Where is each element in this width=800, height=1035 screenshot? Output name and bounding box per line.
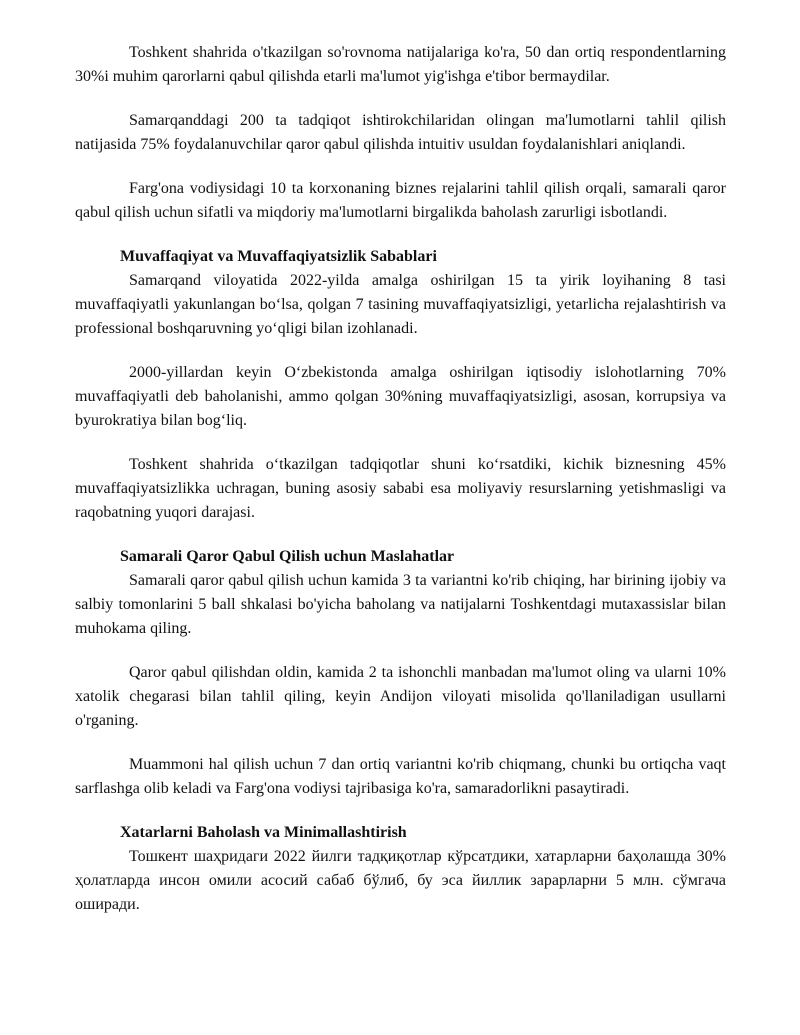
intro-paragraph-2: Samarqanddagi 200 ta tadqiqot ishtirokchilaridan olingan ma'lumotlarni tahlil qilish natijasida 75% foydalanuvchilar qaror qabul qilishda intuitiv usuldan foydalanishlari aniqlandi. [75, 112, 726, 153]
intro-paragraph-1: Toshkent shahrida o'tkazilgan so'rovnoma natijalariga ko'ra, 50 dan ortiq respondentlarning 30%i muhim qarorlarni qabul qilishda etarli ma'lumot yig'ishga e'tibor bermaydilar. [75, 44, 726, 85]
document-page [75, 41, 726, 937]
section2-paragraph-1: Samarali qaror qabul qilish uchun kamida 3 ta variantni ko'rib chiqing, har birining ijobiy va salbiy tomonlarini 5 ball shkalasi bo'yicha baholang va natijalarni Toshkentdagi mutaxassislar bilan muhokama qiling. [75, 572, 726, 637]
section1-paragraph-1: Samarqand viloyatida 2022-yilda amalga oshirilgan 15 ta yirik loyihaning 8 tasi muvaffaqiyatli yakunlangan bo‘lsa, qolgan 7 tasining muvaffaqiyatsizligi, yetarlicha rejalashtirish va professional boshqaruvning yo‘qligi bilan izohlanadi. [75, 272, 726, 337]
section1-paragraph-3: Toshkent shahrida o‘tkazilgan tadqiqotlar shuni ko‘rsatdiki, kichik biznesning 45% muvaffaqiyatsizlikka uchragan, buning asosiy sababi esa moliyaviy resurslarning yetishmasligi va raqobatning yuqori darajasi. [75, 456, 726, 521]
intro-paragraph-3: Farg'ona vodiysidagi 10 ta korxonaning biznes rejalarini tahlil qilish orqali, samarali qaror qabul qilish uchun sifatli va miqdoriy ma'lumotlarni birgalikda baholash zarurligi isbotlandi. [75, 180, 726, 221]
section2-paragraph-2: Qaror qabul qilishdan oldin, kamida 2 ta ishonchli manbadan ma'lumot oling va ularni 10% xatolik chegarasi bilan tahlil qiling, keyin Andijon viloyati misolida qo'llaniladigan usullarni o'rganing. [75, 664, 726, 729]
section-heading-decision-tips: Samarali Qaror Qabul Qilish uchun Maslahatlar [120, 548, 455, 565]
section3-paragraph-1: Тошкент шаҳридаги 2022 йилги тадқиқотлар кўрсатдики, хатарларни баҳолашда 30% ҳолатларда инсон омили асосий сабаб бўлиб, бу эса йиллик зарарларни 5 млн. сўмгача оширади. [75, 848, 726, 913]
section-heading-success-failure: Muvaffaqiyat va Muvaffaqiyatsizlik Sabablari [120, 248, 437, 265]
section1-paragraph-2: 2000-yillardan keyin O‘zbekistonda amalga oshirilgan iqtisodiy islohotlarning 70% muvaffaqiyatli deb baholanishi, ammo qolgan 30%ning muvaffaqiyatsizligi, asosan, korrupsiya va byurokratiya bilan bog‘liq. [75, 364, 726, 429]
section2-paragraph-3: Muammoni hal qilish uchun 7 dan ortiq variantni ko'rib chiqmang, chunki bu ortiqcha vaqt sarflashga olib keladi va Farg'ona vodiysi tajribasiga ko'ra, samaradorlikni pasaytiradi. [75, 756, 726, 797]
section-heading-risk-assessment: Xatarlarni Baholash va Minimallashtirish [120, 824, 407, 841]
